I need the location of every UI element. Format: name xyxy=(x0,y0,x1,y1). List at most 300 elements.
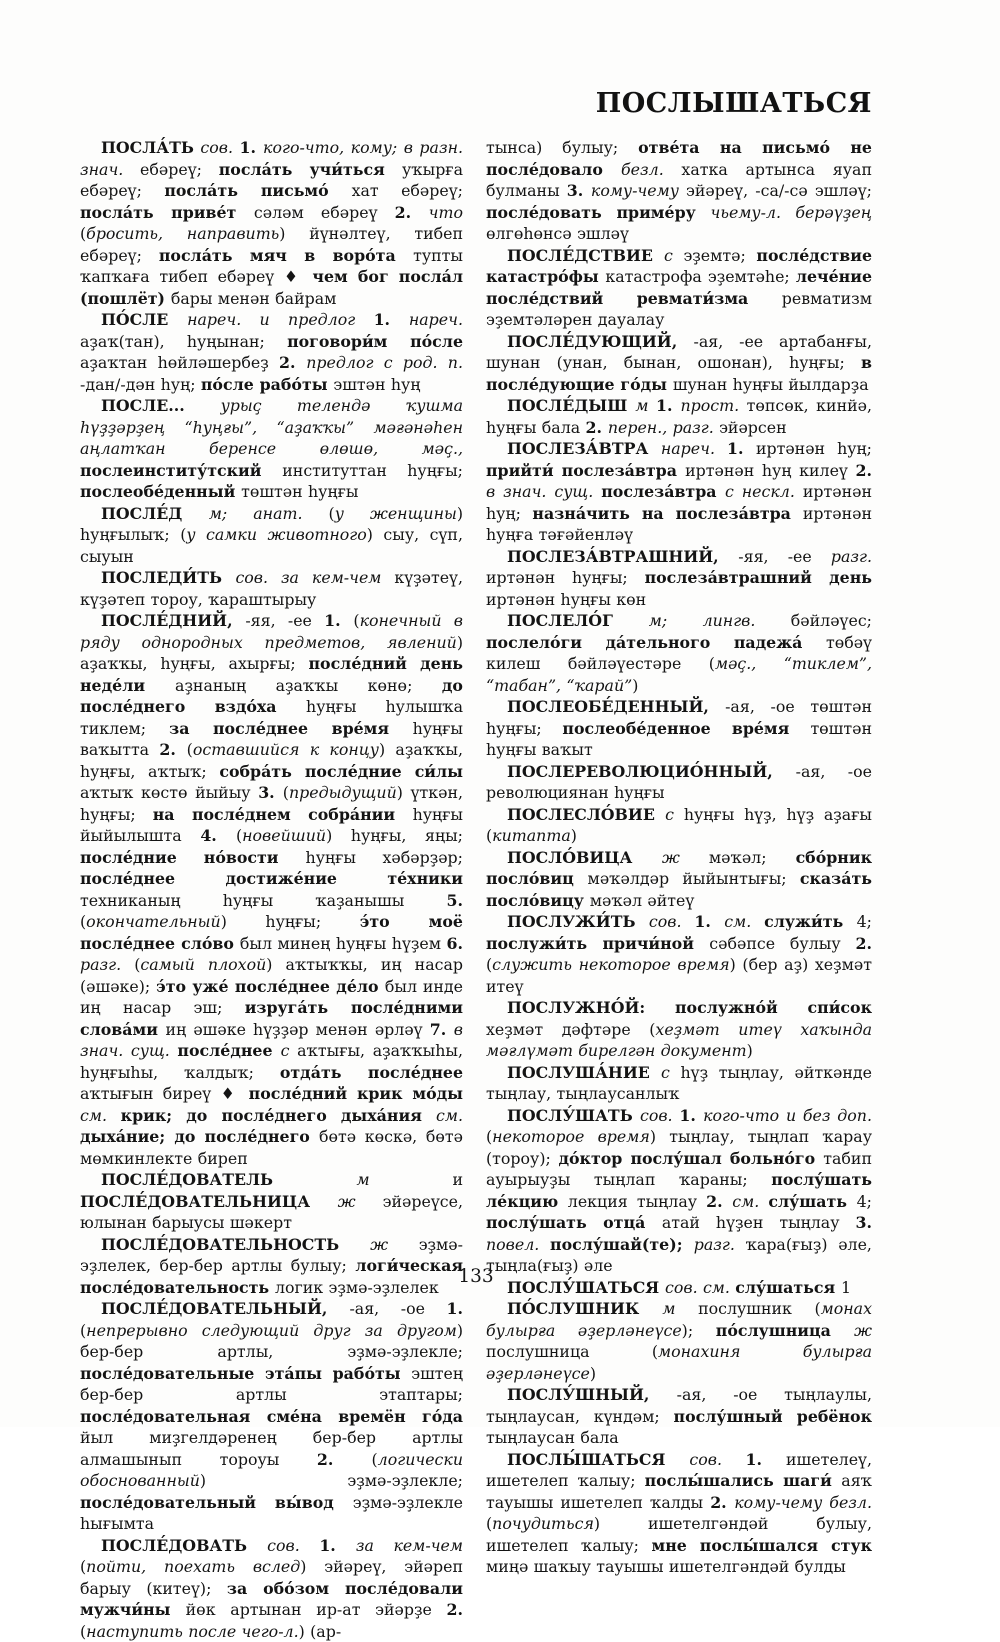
text-run: нареч. и предлог xyxy=(187,310,373,329)
text-run: ( xyxy=(371,1450,377,1469)
text-run: окончательный xyxy=(86,912,221,931)
text-run: послу́шать ле́кцию xyxy=(486,1170,872,1211)
text-run: нареч. xyxy=(661,439,727,458)
text-run: -яя, -ее xyxy=(245,611,324,630)
dictionary-entry xyxy=(486,761,872,804)
text-run: почудиться xyxy=(492,1514,594,1533)
text-run: ж xyxy=(370,1235,419,1254)
text-run: с xyxy=(664,246,683,265)
text-run: урыҫ телендә ҡушма һүҙҙәрҙең “һуңғы”, “аҙаҡҡы” мәғәнәһен аңлатҡан беренсе өлөшө, мәҫ., xyxy=(80,396,463,458)
text-run: кого-что, кому; в разн. знач. xyxy=(80,138,463,179)
dictionary-entry xyxy=(80,395,463,503)
text-run: 2. xyxy=(159,740,186,759)
text-run: аҡтыҡ көстө йыйыу xyxy=(80,783,258,802)
text-run: ( xyxy=(80,912,86,931)
text-run: китапта xyxy=(492,826,571,845)
text-run: с xyxy=(665,805,684,824)
text-run: э́то уже́ после́днее де́ло xyxy=(156,977,385,996)
text-run: за кем-чем xyxy=(356,1536,463,1555)
dictionary-entry xyxy=(486,1105,872,1277)
text-run: ревматизм эҙемтәләрен дауалау xyxy=(486,289,872,330)
text-run: төштән һуңғы xyxy=(241,482,358,501)
text-run: тыңлаусан бала xyxy=(486,1428,619,1447)
text-run: лече́ние после́дствий ревмати́зма xyxy=(486,267,872,308)
text-run: послу́шать отца́ xyxy=(486,1213,662,1232)
dictionary-entry xyxy=(486,804,872,847)
text-run: прост. xyxy=(680,396,746,415)
text-run: некоторое время xyxy=(492,1127,650,1146)
text-run: эштән һуң xyxy=(333,375,420,394)
text-run: сов. xyxy=(267,1536,319,1555)
text-run: после́довательный вы́вод xyxy=(80,1493,353,1512)
dictionary-entry xyxy=(486,610,872,696)
text-run: -дан/-дән һуң; xyxy=(80,375,201,394)
text-run: монах булырға әҙерләнеүсе xyxy=(486,1299,872,1340)
text-run: после́довательная сме́на времён го́да xyxy=(80,1407,463,1426)
text-run: миңә шаҡыу тауышы ишетелгәндәй булды xyxy=(486,1557,846,1576)
text-run: м xyxy=(356,1170,452,1189)
text-run: до́ктор послу́шал больно́го xyxy=(558,1149,823,1168)
text-run: ПОСЛЕСЛО́ВИЕ xyxy=(507,805,665,824)
text-run: предлог с род. п. xyxy=(306,353,463,372)
text-run: у женщины xyxy=(335,504,457,523)
page-number: 133 xyxy=(80,1266,872,1287)
text-run: бросить, направить xyxy=(86,224,279,243)
text-run: служи́ть xyxy=(764,912,856,931)
text-run: послу́шай(те); xyxy=(550,1235,694,1254)
text-run: 7. xyxy=(430,1020,454,1039)
text-run: ) һуңғылыҡ; ( xyxy=(80,504,463,545)
text-run: институттан һуңғы; xyxy=(282,461,463,480)
text-run: в знач. сущ. xyxy=(80,1020,463,1061)
text-run: м xyxy=(635,396,656,415)
dictionary-entry xyxy=(486,911,872,997)
text-run: 1. xyxy=(447,1299,464,1318)
text-run: оставшийся к концу xyxy=(193,740,379,759)
text-run: һуңғы йыйылышта xyxy=(80,805,463,846)
text-run: ПОСЛЕЗА́ВТРА xyxy=(507,439,661,458)
text-run: ) аҙаҡҡы, һуңғы, аҡтыҡ; xyxy=(80,740,463,781)
text-run: ПО́СЛЕ xyxy=(101,310,187,329)
text-run: м; лингв. xyxy=(649,611,791,630)
text-run: төштән һуңғы ваҡыт xyxy=(486,719,872,760)
dictionary-entry xyxy=(80,1535,463,1642)
running-head: ПОСЛЫШАТЬСЯ xyxy=(80,88,872,120)
text-run: 4; xyxy=(857,1192,872,1211)
text-run: ПОСЛЕЗА́ВТРАШНИЙ, xyxy=(507,547,738,566)
text-run: мәҫ., “тиклем”, “табан”, “ҡарай” xyxy=(486,654,872,695)
text-run: в после́дующие го́ды xyxy=(486,353,872,394)
dictionary-entry xyxy=(80,610,463,1169)
text-run: у самки животного xyxy=(186,525,366,544)
text-run: ПОСЛЕ́ДОВАТЕЛЬНИЦА xyxy=(80,1192,338,1211)
text-run: аяҡ тауышы ишетелеп ҡалды xyxy=(486,1471,872,1512)
text-run: сов. xyxy=(649,912,695,931)
text-run: катастрофа эҙемтәһе; xyxy=(605,267,796,286)
text-run: слу́шаться xyxy=(735,1278,841,1297)
text-run: после́дствие катастро́фы xyxy=(486,246,872,287)
text-run: новейший xyxy=(242,826,326,845)
text-run: разг. xyxy=(831,547,872,566)
text-run: ) (ар- xyxy=(299,1622,342,1641)
text-run: сәбәпсе булыу xyxy=(709,934,855,953)
text-run: 1. xyxy=(374,310,409,329)
text-run: ПОСЛЕЛО́Г xyxy=(507,611,649,630)
text-run: разг. xyxy=(694,1235,746,1254)
text-run: был минең һуңғы һүҙем xyxy=(240,934,447,953)
text-run: ) тыңлау, тыңлап ҡарау (тороу); xyxy=(486,1127,872,1168)
text-run: ПОСЛЕ́ДСТВИЕ xyxy=(507,246,664,265)
text-run: ПОСЛУ́ШНЫЙ, xyxy=(507,1385,677,1404)
text-run: посла́ть приве́т xyxy=(80,203,254,222)
text-run: атай һүҙен тыңлау xyxy=(662,1213,856,1232)
text-run: 2. xyxy=(317,1450,372,1469)
text-run: ПОСЛЕ́ДОВАТЕЛЬНОСТЬ xyxy=(101,1235,370,1254)
text-run: с xyxy=(281,1041,298,1060)
dictionary-entry xyxy=(486,438,872,546)
text-run: йыл миҙгелдәренең бер-бер артлы алмашынып тороуы xyxy=(80,1428,463,1469)
text-run: слу́шать xyxy=(768,1192,856,1211)
text-run: ПОСЛЕ... xyxy=(101,396,221,415)
text-run: аҡтығы, аҙаҡҡыһы, һуңғыһы, ҡалдыҡ; xyxy=(80,1041,463,1082)
text-run: -ая, -ое тыңлаулы, тыңлаусан, күндәм; xyxy=(486,1385,872,1426)
text-run: ПОСЛУ́ШАТЬСЯ xyxy=(507,1278,665,1297)
text-run: һуңғы һулышҡа тиклем; xyxy=(80,697,463,738)
text-run: ПОСЛЕ́ДОВАТЕЛЬНЫЙ, xyxy=(101,1299,349,1318)
text-run: иртәнән һуң килеү xyxy=(685,461,855,480)
text-run: мәҡәлдәр йыйынтығы; xyxy=(588,869,800,888)
dictionary-entry xyxy=(486,1298,872,1384)
text-run: ) сыу, сүп, сыуын xyxy=(80,525,463,566)
text-run: ПОСЛЕ́ДОВАТЬ xyxy=(101,1536,267,1555)
text-run: бәйләүес; xyxy=(791,611,872,630)
text-run: ПОСЛУША́НИЕ xyxy=(507,1063,661,1082)
text-run: -ая, -ое төштән һуңғы; xyxy=(486,697,872,738)
text-run: эҙмә-эҙлекле һығымта xyxy=(80,1493,463,1534)
dictionary-entry xyxy=(486,331,872,396)
text-run: служить некоторое время xyxy=(492,955,729,974)
text-run: аҙнаның аҙаҡҡы көнө; xyxy=(175,676,442,695)
text-run: иртәнән һуңғы; xyxy=(486,568,645,587)
text-run: безл. xyxy=(621,160,681,179)
text-run: ж xyxy=(662,848,709,867)
text-run: ( xyxy=(80,224,86,243)
text-run: сов. xyxy=(640,1106,679,1125)
text-run: поговори́м по́сле xyxy=(287,332,463,351)
text-run: -яя, -ее xyxy=(738,547,831,566)
text-run: төбәү килеш бәйләүестәре ( xyxy=(486,633,872,674)
text-run: послушница ( xyxy=(486,1342,658,1361)
text-run: с xyxy=(661,1063,681,1082)
text-run: бары менән байрам xyxy=(171,289,337,308)
text-run: аҙаҡтан һөйләшербеҙ xyxy=(80,353,279,372)
text-run: эйәрсен xyxy=(719,418,787,437)
text-run: м xyxy=(662,1299,698,1318)
text-run: за обо́зом после́довали мужчи́ны xyxy=(80,1579,463,1620)
dictionary-entry xyxy=(80,567,463,610)
text-run: 2. xyxy=(856,934,873,953)
dictionary-entry xyxy=(486,1062,872,1105)
text-run: мне послы́шался стук xyxy=(651,1536,872,1555)
text-run: что xyxy=(429,203,463,222)
text-run: ж xyxy=(338,1192,383,1211)
text-run: ) xyxy=(590,1364,596,1383)
dictionary-entry xyxy=(486,696,872,761)
dictionary-entry xyxy=(486,847,872,912)
text-run: ) аҙаҡҡы, һуңғы, ахырғы; xyxy=(80,633,463,674)
text-run: хатка артынса яуап булманы xyxy=(486,160,872,201)
text-run: кому-чему xyxy=(591,181,686,200)
text-run: ) ишетелгәндәй булыу, ишетелеп ҡалыу; xyxy=(486,1514,872,1555)
text-run: ж xyxy=(854,1321,872,1340)
text-run: послеобе́денный xyxy=(80,482,241,501)
text-run: посла́ть мяч в воро́та xyxy=(159,246,413,265)
text-run: 1. xyxy=(324,611,353,630)
text-run: послеинститу́тский xyxy=(80,461,282,480)
text-run: ПОСЛЕРЕВОЛЮЦИО́ННЫЙ, xyxy=(507,762,796,781)
text-run: за после́днее вре́мя xyxy=(169,719,412,738)
text-run: после́дние но́вости xyxy=(80,848,306,867)
text-run: иртәнән һуң; xyxy=(486,482,872,523)
dictionary-entry xyxy=(80,1298,463,1535)
text-run: ) үткән, һуңғы; xyxy=(80,783,463,824)
text-run: ПОСЛЕ́ДОВАТЕЛЬ xyxy=(101,1170,356,1189)
text-run: хеҙмәт итеү хаҡында мәғлүмәт бирелгән документ xyxy=(486,1020,872,1061)
text-run: мәҡәл; xyxy=(709,848,796,867)
text-run: ПОСЛО́ВИЦА xyxy=(507,848,662,867)
text-run: һүҙ тыңлау, әйткәнде тыңлау, тыңлаусанлыҡ xyxy=(486,1063,872,1104)
text-run: һуңғы ваҡытта xyxy=(80,719,463,760)
text-run: ) xyxy=(747,1041,753,1060)
text-run: 1. xyxy=(727,439,756,458)
text-run: 2. xyxy=(856,461,873,480)
text-run: ( xyxy=(486,1127,492,1146)
text-run: иң әшәке һүҙҙәр менән әрләү xyxy=(166,1020,430,1039)
text-run: ебәреү; xyxy=(140,160,219,179)
text-run: с нескл. xyxy=(725,482,803,501)
text-run: 4. xyxy=(200,826,236,845)
text-run: 1. xyxy=(240,138,264,157)
dictionary-entry xyxy=(80,503,463,568)
text-run: послужи́ть причи́ной xyxy=(486,934,709,953)
text-run: 3. xyxy=(567,181,591,200)
text-run: төпсөк, кинйә, һуңғы бала xyxy=(486,396,872,437)
text-run: табип ауырыуҙы тыңлап ҡараны; xyxy=(486,1149,872,1190)
text-run: сбо́рник посло́виц xyxy=(486,848,872,889)
text-run: шунан һуңғы йылдарҙа xyxy=(673,375,869,394)
text-run: ( xyxy=(283,783,289,802)
text-run: ПОСЛЕ́ДНИЙ, xyxy=(101,611,245,630)
text-run: 1. xyxy=(746,1450,787,1469)
dictionary-entry xyxy=(486,1449,872,1578)
text-run: сәләм ебәреү xyxy=(254,203,395,222)
text-run: монахиня булырға әҙерләнеүсе xyxy=(486,1342,872,1383)
text-run: отда́ть после́днее xyxy=(280,1063,463,1082)
dictionary-entry xyxy=(486,997,872,1062)
left-column xyxy=(80,137,463,1642)
text-run: сказа́ть посло́вицу xyxy=(486,869,872,910)
text-run: йөк артынан ир-ат эйәрҙе xyxy=(186,1600,447,1619)
text-run: күҙәтеү, күҙәтеп тороу, ҡараштырыу xyxy=(80,568,463,609)
text-run: логически обоснованный xyxy=(80,1450,463,1491)
text-run: иртәнән һуң; xyxy=(756,439,872,458)
text-run: послеобе́денное вре́мя xyxy=(562,719,810,738)
dictionary-entry xyxy=(486,1384,872,1449)
text-run: 1. xyxy=(679,1106,703,1125)
text-run: сов. xyxy=(689,1450,745,1469)
text-run: посла́ть учи́ться xyxy=(219,160,402,179)
text-run: эйәреүсе, юлынан барыусы шәкерт xyxy=(80,1192,463,1233)
text-run: 5. xyxy=(447,891,464,910)
text-run: 1. xyxy=(319,1536,356,1555)
text-run: ПОСЛУ́ШАТЬ xyxy=(507,1106,640,1125)
text-run: перен., разг. xyxy=(608,418,719,437)
text-run: на после́днем собра́нии xyxy=(153,805,413,824)
text-run: кому-чему безл. xyxy=(734,1493,872,1512)
text-run: һуңғы һүҙ, һүҙ аҙағы ( xyxy=(486,805,872,846)
text-run: сов. см. xyxy=(665,1278,735,1297)
text-run: ПОСЛЕ́Д xyxy=(101,504,209,523)
text-run: наступить после чего-л. xyxy=(86,1622,298,1641)
right-column xyxy=(486,137,872,1642)
dictionary-entry xyxy=(486,245,872,331)
text-run: һуңғы хәбәрҙәр; xyxy=(306,848,463,867)
text-run: после́дний день неде́ли xyxy=(80,654,463,695)
text-run: до после́днего вздо́ха xyxy=(80,676,463,717)
text-run: 2. xyxy=(279,353,306,372)
text-run: см. xyxy=(436,1106,463,1125)
text-run: мәҡәл әйтеү xyxy=(590,891,695,910)
text-run: назна́чить на послеза́втра xyxy=(532,504,802,523)
text-run: иртәнән һуңғы көн xyxy=(486,590,646,609)
text-run: ) һуңғы, яңы; xyxy=(326,826,463,845)
text-run: ) һуңғы; xyxy=(221,912,360,931)
text-run: конечный в ряду однородных предметов, явлений xyxy=(80,611,463,652)
text-run: ПОСЛУЖНО́Й: послужно́й спи́сок xyxy=(507,998,872,1017)
text-run: м; анат. xyxy=(209,504,329,523)
text-run: тупты ҡапҡаға тибеп ебәреү xyxy=(80,246,463,287)
dictionary-entry xyxy=(80,309,463,395)
text-run: после́днее достиже́ние те́хники xyxy=(80,869,463,888)
text-run: ПОСЛЫ́ШАТЬСЯ xyxy=(507,1450,689,1469)
text-run: ( xyxy=(80,1557,86,1576)
text-run: отве́та на письмо́ не после́довало xyxy=(486,138,872,179)
text-run: ( xyxy=(353,611,359,630)
text-run: өлгөһөнсә эшләү xyxy=(486,224,629,243)
text-run: чьему-л. берәүҙең xyxy=(711,203,872,222)
text-run: кого-что и без доп. xyxy=(703,1106,872,1125)
text-run: эҙмә-эҙлелек, бер-бер артлы булыу; xyxy=(80,1235,463,1276)
text-run: ( xyxy=(134,955,140,974)
text-run: после́довать приме́ру xyxy=(486,203,711,222)
text-run: ҡара(ғыҙ) әле, тыңла(ғыҙ) әле xyxy=(486,1235,872,1276)
text-run: ПОСЛЕДИ́ТЬ xyxy=(101,568,235,587)
text-run: техниканың һуңғы ҡаҙанышы xyxy=(80,891,447,910)
dictionary-entry xyxy=(80,1169,463,1234)
text-run: по́слушница xyxy=(716,1321,854,1340)
text-run: 2. xyxy=(447,1600,464,1619)
text-run: см. xyxy=(724,912,764,931)
text-run: 4; xyxy=(857,912,872,931)
text-run: см. xyxy=(732,1192,768,1211)
text-run: ♦ чем бог посла́л (пошлёт) xyxy=(80,267,463,308)
text-run: ) йүнәлтеү, тибеп ебәреү; xyxy=(80,224,463,265)
text-run: прийти́ послеза́втра xyxy=(486,461,685,480)
page-content xyxy=(80,137,872,1642)
text-run: нареч. xyxy=(409,310,463,329)
text-run: ); xyxy=(682,1321,716,1340)
text-run: -ая, -ее артабанғы, шунан (унан, бынан, ошонан), һуңғы; xyxy=(486,332,872,373)
text-run: логик эҙмә-эҙлелек xyxy=(275,1278,439,1297)
text-run: ) бер-бер артлы, эҙмә-эҙлекле; xyxy=(80,1321,463,1362)
text-run: после́днее xyxy=(177,1041,280,1060)
text-run: ( xyxy=(329,504,335,523)
text-run: разг. xyxy=(80,955,134,974)
text-run: по́сле рабо́ты xyxy=(201,375,334,394)
text-run: 2. xyxy=(710,1493,734,1512)
text-run: ) xyxy=(571,826,577,845)
text-run: -ая, -ое революциянан һуңғы xyxy=(486,762,872,803)
text-run: 1. xyxy=(694,912,724,931)
text-run: послу́шный ребёнок xyxy=(674,1407,872,1426)
text-run: ПОСЛЕОБЕ́ДЕННЫЙ, xyxy=(507,697,725,716)
text-run: 1 xyxy=(841,1278,851,1297)
text-run: посла́ть письмо́ xyxy=(164,181,351,200)
text-run: ) (бер аҙ) хеҙмәт итеү xyxy=(486,955,872,996)
text-run: -ая, -ое xyxy=(349,1299,446,1318)
dictionary-entry xyxy=(486,395,872,438)
text-run: ПО́СЛУШНИК xyxy=(507,1299,662,1318)
text-run: и xyxy=(452,1170,463,1189)
text-run: собра́ть после́дние си́лы xyxy=(219,762,463,781)
text-run: эйәреү, -са/-сә эшләү; xyxy=(686,181,872,200)
text-run: ПОСЛА́ТЬ xyxy=(101,138,194,157)
text-run: тынса) булыу; xyxy=(486,138,638,157)
text-run: дыха́ние; до после́днего xyxy=(80,1127,319,1146)
text-run: 2. xyxy=(706,1192,732,1211)
text-run: ( xyxy=(80,1321,86,1340)
text-run: 2. xyxy=(395,203,429,222)
text-run: непрерывно следующий друг за другом xyxy=(86,1321,457,1340)
text-run: крик; до после́днего дыха́ния xyxy=(121,1106,436,1125)
text-run: был инде иң насар эш; xyxy=(80,977,463,1018)
text-run: послело́ги да́тельного падежа́ xyxy=(486,633,826,652)
text-run: ( xyxy=(236,826,242,845)
text-run: повел. xyxy=(486,1235,550,1254)
text-run: самый плохой xyxy=(140,955,266,974)
text-run: лекция тыңлау xyxy=(568,1192,706,1211)
text-run: уҡырға ебәреү; xyxy=(80,160,463,201)
text-run: ишетелеү, ишетелеп ҡалыу; xyxy=(486,1450,872,1491)
text-run: 6. xyxy=(447,934,464,953)
text-run: логи́ческая после́довательность xyxy=(80,1256,463,1297)
text-run: ) эйәреү, эйәреп барыу (китеү); xyxy=(80,1557,463,1598)
text-run: ♦ после́дний крик мо́ды xyxy=(221,1084,463,1103)
text-run: ПОСЛЕ́ДЫШ xyxy=(507,396,635,415)
text-run: см. xyxy=(80,1106,121,1125)
text-run: ) эҙмә-эҙлекле; xyxy=(200,1471,463,1490)
text-run: сов. xyxy=(194,138,240,157)
text-run: 3. xyxy=(856,1213,873,1232)
text-run: 1. xyxy=(656,396,681,415)
text-run: сов. за кем-чем xyxy=(235,568,394,587)
text-run: в знач. сущ. xyxy=(486,482,601,501)
text-run: аҡтығын биреү xyxy=(80,1084,221,1103)
text-run: после́довательные эта́пы рабо́ты xyxy=(80,1364,411,1383)
text-run: изруга́ть после́дними слова́ми xyxy=(80,998,463,1039)
text-run: послушник ( xyxy=(698,1299,821,1318)
text-run: 2. xyxy=(586,418,608,437)
